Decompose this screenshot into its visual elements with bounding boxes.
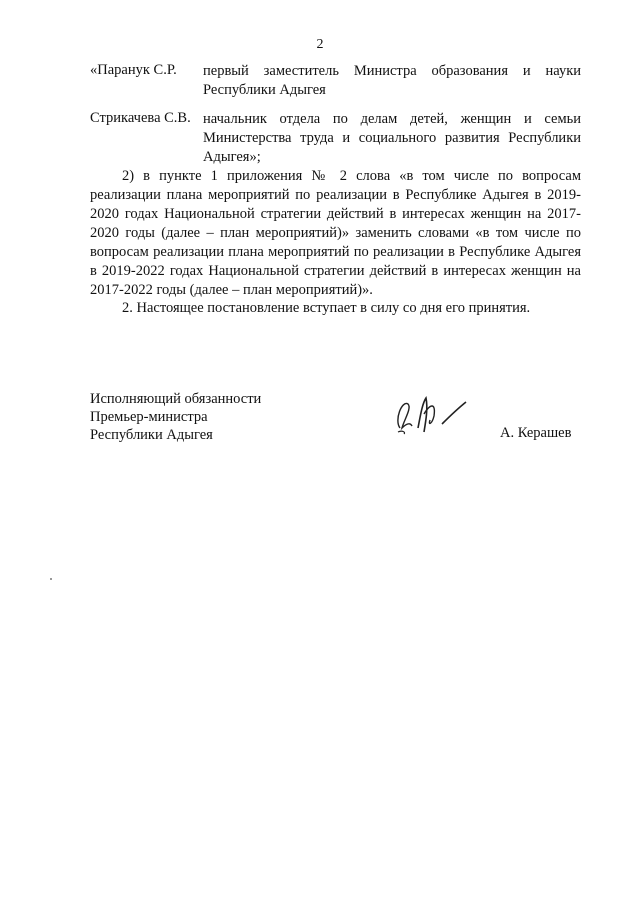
member-name: «Паранук С.Р. [90, 62, 177, 78]
member-role: начальник отдела по делам детей, женщин и семьи Министерства труда и социального развития Республики Адыгея»; [203, 111, 581, 165]
signer-title-line: Исполняющий обязанности [90, 391, 262, 407]
handwritten-signature [390, 390, 480, 440]
scan-dot [50, 578, 52, 580]
amendment-paragraph: 2) в пункте 1 приложения № 2 слова «в том числе по вопросам реализации плана мероприятий по реализации в Республике Адыгея в 2019-2020 годах Национальной стратегии действий в интересах женщин на 2017-2020 годы (далее – план мероприятий)» заменить словами «в том числе по вопросам реализации плана мероприятий по реализации в Республике Адыгея в 2019-2022 годах Национальной стратегии действий в интересах женщин на 2017-2022 годы (далее – план мероприятий)». [90, 168, 581, 298]
member-role: первый заместитель Министра образования и науки Республики Адыгея [203, 63, 581, 98]
amendment-block [90, 167, 581, 300]
signer-title-line: Республики Адыгея [90, 427, 213, 443]
signer-title [90, 390, 261, 444]
closing-paragraph: 2. Настоящее постановление вступает в силу со дня его принятия. [122, 300, 531, 316]
signer-title-line: Премьер-министра [90, 409, 208, 425]
signer-name: А. Керашев [500, 425, 572, 441]
page-number: 2 [316, 37, 324, 52]
member-name: Стрикачева С.В. [90, 110, 191, 126]
